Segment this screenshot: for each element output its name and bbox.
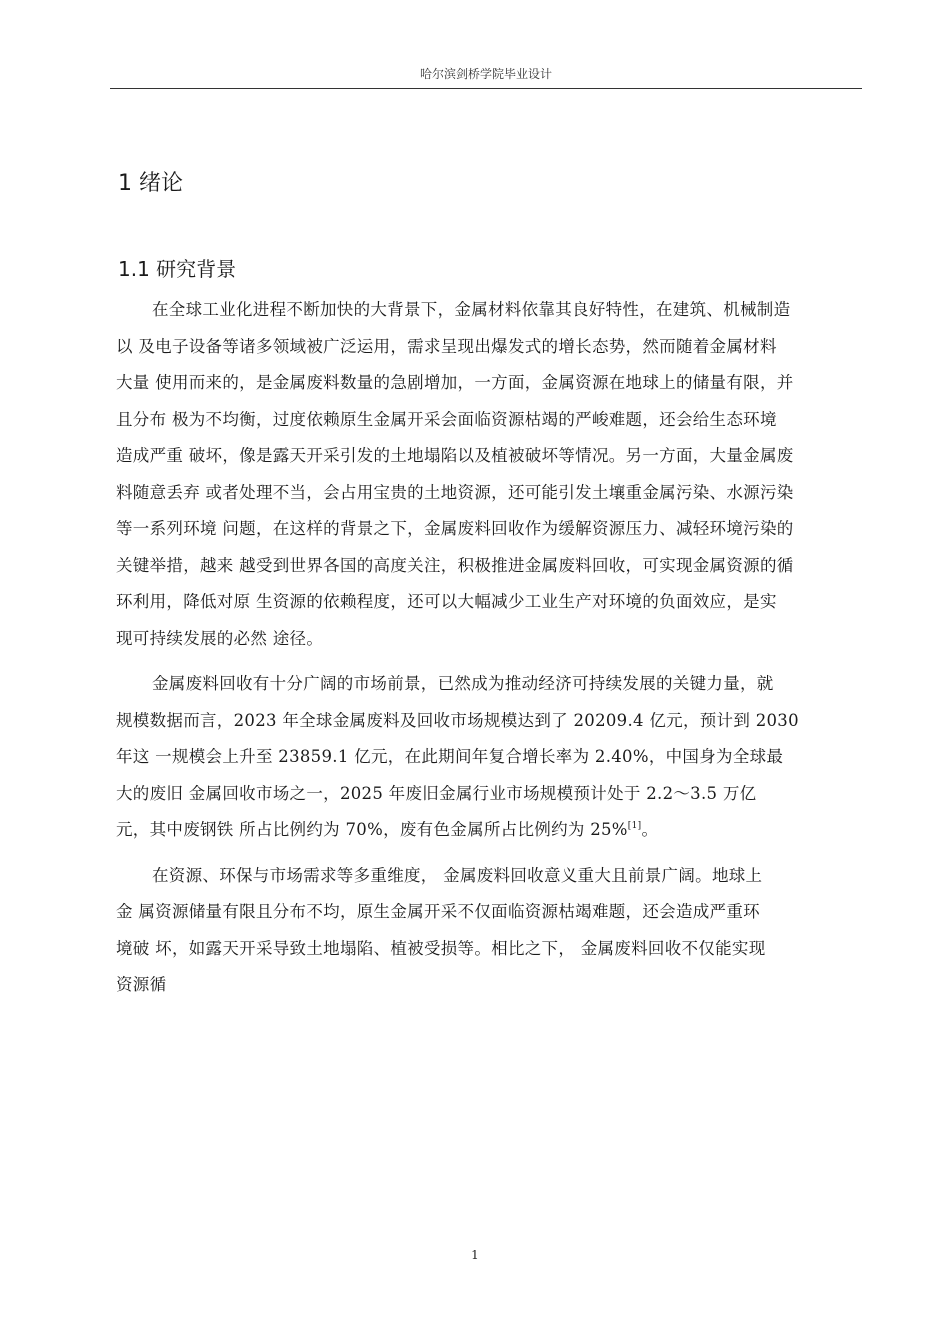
text-line: 境破 坏，如露天开采导致土地塌陷、植被受损等。相比之下， 金属废料回收不仅能实现 — [116, 938, 766, 958]
text-line: 在全球工业化进程不断加快的大背景下，金属材料依靠其良好特性，在建筑、机械制造 — [152, 300, 791, 319]
text-line: 等一系列环境 问题，在这样的背景之下，金属废料回收作为缓解资源压力、减轻环境污染的 — [116, 519, 794, 538]
text-line: 料随意丢弃 或者处理不当，会占用宝贵的土地资源，还可能引发土壤重金属污染、水源污染 — [116, 482, 794, 502]
text-line: 且分布 极为不均衡，过度依赖原生金属开采会面临资源枯竭的严峻难题，还会给生态环境 — [116, 409, 777, 429]
body-text — [116, 292, 860, 1004]
text-line: 环利用，降低对原 生资源的依赖程度，还可以大幅减少工业生产对环境的负面效应，是实 — [116, 592, 777, 611]
citation[interactable]: [1] — [627, 821, 642, 831]
text-line: 年这 一规模会上升至 23859.1 亿元，在此期间年复合增长率为 2.40%，中国身为全球最 — [116, 747, 784, 766]
text-line: 以 及电子设备等诸多领域被广泛运用，需求呈现出爆发式的增长态势，然而随着金属材料 — [116, 336, 777, 356]
chapter-title: 1 绪论 — [118, 171, 183, 196]
text-line: 规模数据而言，2023 年全球金属废料及回收市场规模达到了 20209.4 亿元，预计到 2030 — [116, 710, 799, 730]
page-header — [110, 64, 862, 89]
header-title: 哈尔滨剑桥学院毕业设计 — [419, 67, 552, 81]
text-line: 金 属资源储量有限且分布不均，原生金属开采不仅面临资源枯竭难题，还会造成严重环 — [116, 902, 760, 921]
paragraph-significance — [116, 858, 860, 1004]
text-line: 大的废旧 金属回收市场之一，2025 年废旧金属行业市场规模预计处于 2.2～3.5 万亿 — [116, 783, 757, 803]
text-line: 大量 使用而来的，是金属废料数量的急剧增加，一方面，金属资源在地球上的储量有限，并 — [116, 373, 794, 392]
sentence-end: 。 — [641, 820, 659, 839]
page-number: 1 — [471, 1248, 479, 1262]
text-line: 在资源、环保与市场需求等多重维度， 金属废料回收意义重大且前景广阔。地球上 — [152, 865, 763, 885]
text-line: 金属废料回收有十分广阔的市场前景，已然成为推动经济可持续发展的关键力量，就 — [152, 674, 774, 693]
paragraph-market — [116, 666, 860, 849]
paragraph-background — [116, 292, 860, 657]
text-line-with-citation — [116, 812, 860, 849]
text-line: 关键举措，越来 越受到世界各国的高度关注，积极推进金属废料回收，可实现金属资源的循 — [116, 555, 794, 575]
text-line: 造成严重 破坏，像是露天开采引发的土地塌陷以及植被破坏等情况。另一方面，大量金属废 — [116, 446, 794, 465]
text-line: 现可持续发展的必然 途径。 — [116, 628, 324, 648]
section-title: 1.1 研究背景 — [118, 257, 237, 281]
text-line: 元，其中废钢铁 所占比例约为 70%，废有色金属所占比例约为 25% — [116, 820, 628, 839]
text-line: 资源循 — [116, 975, 167, 994]
